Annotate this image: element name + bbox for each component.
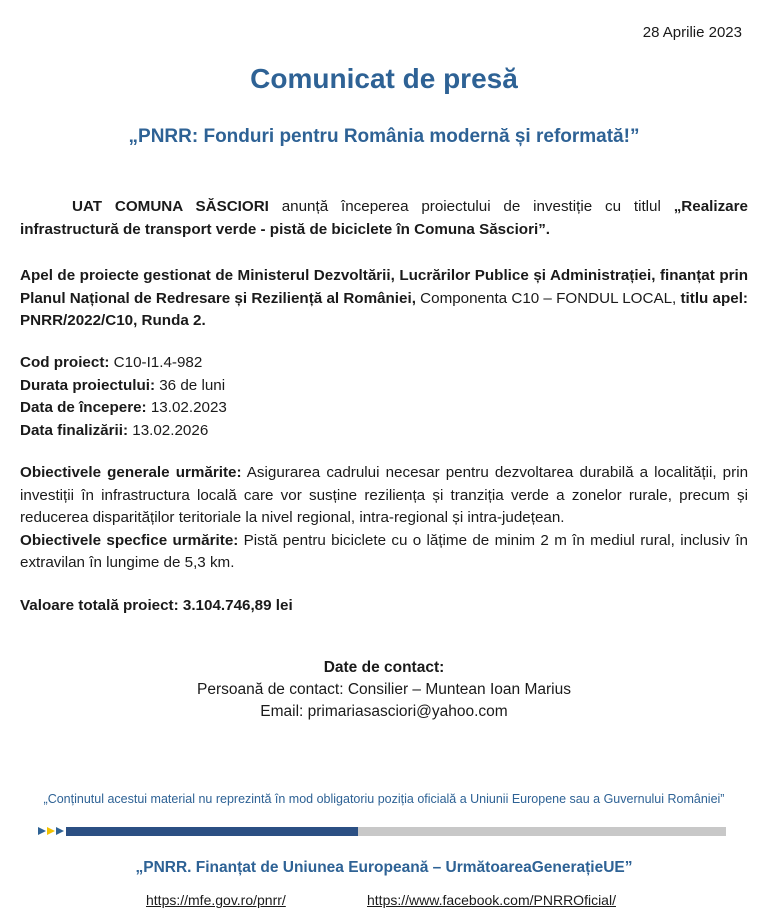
uat-name: UAT COMUNA SĂSCIORI bbox=[72, 198, 269, 215]
detail-value: 13.02.2026 bbox=[128, 421, 209, 439]
general-objectives-label: Obiectivele generale urmărite: bbox=[20, 464, 242, 481]
contact-email: Email: primariasasciori@yahoo.com bbox=[260, 703, 508, 720]
detail-label: Cod proiect: bbox=[20, 354, 110, 371]
document-date: 28 Aprilie 2023 bbox=[642, 24, 742, 41]
detail-row-duration bbox=[20, 375, 748, 398]
project-title: „Realizare infrastructură de transport verde - pistă de biciclete în Comuna Săsciori”. bbox=[20, 198, 748, 238]
intro-paragraph bbox=[20, 196, 748, 241]
specific-objectives-label: Obiectivele specfice urmărite: bbox=[20, 531, 239, 549]
call-bold-end: titlu apel: PNRR/2022/C10, Runda 2. bbox=[20, 289, 748, 329]
detail-row-code bbox=[20, 352, 748, 375]
specific-objectives-text: Pistă pentru biciclete cu o lățime de minim 2 m în mediul rural, inclusiv în extravilan în lungime de 5,3 km. bbox=[20, 531, 748, 571]
detail-value: C10-I1.4-982 bbox=[109, 354, 203, 371]
general-objectives bbox=[20, 462, 748, 530]
detail-value: 36 de luni bbox=[155, 376, 226, 394]
call-paragraph bbox=[20, 265, 748, 333]
page-subtitle: „PNRR: Fonduri pentru România modernă și reformată!” bbox=[128, 126, 640, 147]
divider-dark-segment bbox=[66, 827, 358, 836]
objectives-section bbox=[20, 462, 748, 575]
chevron-arrows-icon bbox=[38, 827, 66, 836]
mfe-link[interactable]: https://mfe.gov.ro/pnrr/ bbox=[146, 892, 286, 908]
detail-row-start bbox=[20, 397, 748, 420]
contact-person: Persoană de contact: Consilier – Muntean Ioan Marius bbox=[197, 681, 571, 698]
specific-objectives bbox=[20, 530, 748, 575]
footer-tagline: „PNRR. Finanțat de Uniunea Europeană – UrmătoareaGenerațieUE” bbox=[135, 859, 633, 876]
contact-section bbox=[0, 657, 768, 723]
footer-divider-bar bbox=[38, 827, 726, 836]
total-value bbox=[20, 595, 748, 618]
page-title: Comunicat de presă bbox=[250, 63, 518, 94]
total-value-text: Valoare totală proiect: 3.104.746,89 lei bbox=[20, 597, 293, 614]
detail-row-end bbox=[20, 420, 748, 443]
call-bold-text: Apel de proiecte gestionat de Ministerul Dezvoltării, Lucrărilor Publice și Administrației, finanțat prin Planul Național de Redresare și Reziliență al României, bbox=[20, 267, 748, 307]
detail-value: 13.02.2023 bbox=[146, 399, 227, 416]
detail-label: Durata proiectului: bbox=[20, 376, 156, 394]
detail-label: Data finalizării: bbox=[20, 421, 129, 439]
call-normal-text: Componenta C10 – FONDUL LOCAL, bbox=[415, 289, 677, 307]
contact-heading: Date de contact: bbox=[323, 659, 445, 676]
intro-text: anunță începerea proiectului de investiție cu titlul bbox=[268, 198, 674, 215]
facebook-link[interactable]: https://www.facebook.com/PNRROficial/ bbox=[367, 892, 616, 908]
project-details bbox=[20, 352, 748, 442]
divider-light-segment bbox=[358, 827, 726, 836]
detail-label: Data de începere: bbox=[20, 399, 147, 416]
eu-disclaimer: „Conținutul acestui material nu reprezintă în mod obligatoriu poziția oficială a Uniunii Europene sau a Guvernului României” bbox=[43, 792, 725, 806]
general-objectives-text: Asigurarea cadrului necesar pentru dezvoltarea durabilă a localității, prin investiții în infrastructura locală care vor susține reziliența și tranziția verde a zonelor rurale, precum și reducerea disparităților teritoriale la nivel regional, intra-regional și intra-județean. bbox=[20, 464, 749, 526]
